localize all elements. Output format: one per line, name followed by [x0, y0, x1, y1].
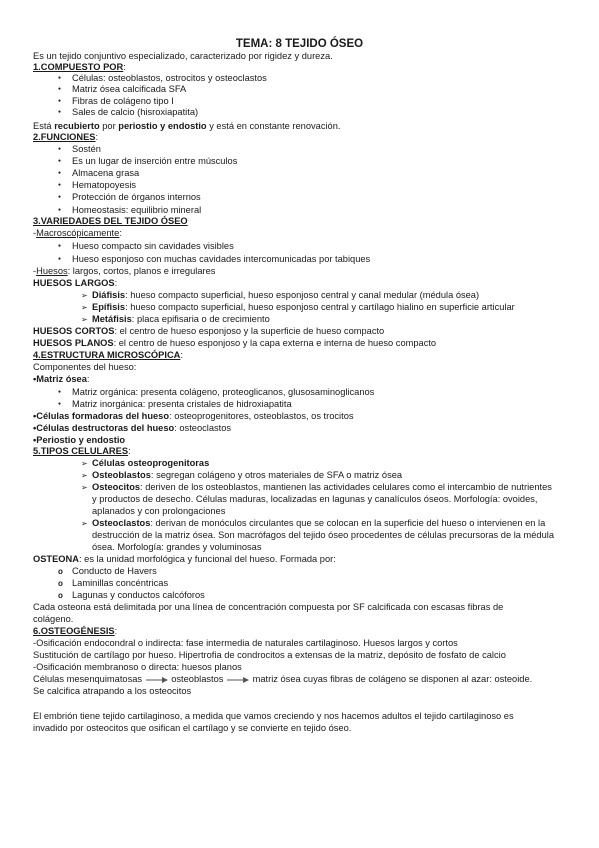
continuation-line: ósea. Morfología: grandes y voluminosas: [92, 542, 262, 552]
list-item: ● Sales de calcio (hisroxiapatita): [33, 107, 569, 118]
arrow-item: [33, 482, 569, 493]
bold-term: HUESOS LARGOS: [33, 278, 115, 288]
list-item: ● Hematopoyesis: [33, 180, 569, 191]
text-span: -: [33, 266, 37, 276]
colon: :: [95, 132, 99, 142]
destructoras-line: [33, 423, 569, 434]
text-span: : derivan de monóculos circulantes que se colocan en la superficie del hueso o intervienen en la: [150, 518, 546, 528]
colon: :: [180, 350, 183, 360]
section-2-title: 2.FUNCIONES: [33, 132, 96, 142]
text-span: :: [119, 228, 122, 238]
arrow-right-icon: [226, 676, 250, 684]
section-1-heading: [33, 62, 569, 73]
arrow-item: [33, 458, 569, 469]
bold-term: HUESOS PLANOS: [33, 338, 114, 348]
bold-term: •Células formadoras del hueso: [33, 411, 170, 421]
section-3-heading: [33, 216, 569, 227]
arrow-item: [33, 314, 569, 325]
bold-term: Diáfisis: [92, 290, 126, 300]
osteona-description-cont: colágeno.: [33, 614, 74, 624]
underlined-term: Macroscópicamente: [36, 228, 120, 238]
periostio-line: [33, 435, 569, 446]
components-label: Componentes del hueso:: [33, 362, 137, 372]
closing-paragraph-line: invadido por osteocitos que osifican el cartílago y se convierte en tejido óseo.: [33, 723, 352, 733]
list-item: ● Es un lugar de inserción entre músculos: [33, 156, 569, 167]
text-span: osteoblastos: [171, 674, 224, 684]
list-item: ● Protección de órganos internos: [33, 192, 569, 203]
colon: :: [128, 446, 131, 456]
text-span: Células mesenquimatosas: [33, 674, 143, 684]
list-item: ● Células: osteoblastos, ostrocitos y osteoclastos: [33, 73, 569, 84]
text-span: Está: [33, 121, 55, 131]
bold-term: Metáfisis: [92, 314, 132, 324]
huesos-line: [33, 266, 569, 277]
list-item: ● Matriz inorgánica: presenta cristales de hidroxiapatita: [33, 399, 569, 410]
text-span: : hueso compacto superficial, hueso esponjoso central y canal medular (médula ósea): [125, 290, 480, 300]
closing-paragraph-line: El embrión tiene tejido cartilaginoso, a medida que vamos creciendo y nos hacemos adultos el tejido cartilaginoso es: [33, 711, 514, 721]
arrow-item: [33, 470, 569, 481]
huesos-largos-label: [33, 278, 569, 289]
list-item: o Lagunas y conductos calcóforos: [33, 590, 569, 601]
coverage-text: [33, 121, 569, 132]
text-span: : deriven de los osteoblastos, mantienen las actividades celulares como el intercambio de nutrientes: [140, 482, 552, 492]
section-6-title: 6.OSTEOGÉNESIS: [33, 626, 115, 636]
continuation-line: aplanados y con prolongaciones: [92, 506, 226, 516]
bold-term: OSTEONA: [33, 554, 79, 564]
colon: :: [114, 626, 118, 636]
page-title: TEMA: 8 TEJIDO ÓSEO: [235, 38, 364, 50]
list-item: ● Hueso esponjoso con muchas cavidades intercomunicadas por tabiques: [33, 254, 569, 265]
bold-term: •Células destructoras del hueso: [33, 423, 175, 433]
bold-term: Epífisis: [92, 302, 126, 312]
text-span: : el centro de hueso esponjoso y la capa externa e interna de hueso compacto: [113, 338, 437, 348]
colon: :: [86, 374, 90, 384]
section-3-title: 3.VARIEDADES DEL TEJIDO ÓSEO: [33, 216, 188, 226]
text-span: : osteoprogenitores, osteoblastos, os trocitos: [169, 411, 354, 421]
osteogenesis-line: Se calcifica atrapando a los osteocitos: [33, 686, 192, 696]
continuation-line: y productos de desecho. Células maduras, localizadas en lagunas y canalículos óseos. Morfología: ovoides,: [92, 494, 538, 504]
arrow-right-icon: [145, 676, 169, 684]
text-span: : es la unidad morfológica y funcional del hueso. Formada por:: [78, 554, 336, 564]
section-4-heading: [33, 350, 569, 361]
list-item: ● Matriz orgánica: presenta colágeno, proteoglicanos, glusosaminoglicanos: [33, 387, 569, 398]
text-span: : segregan colágeno y otros materiales de SFA o matriz ósea: [150, 470, 403, 480]
underlined-term: Huesos: [36, 266, 68, 276]
text-span: por: [99, 121, 119, 131]
list-item: ● Homeostasis: equilibrio mineral: [33, 205, 569, 216]
text-span: : largos, cortos, planos e irregulares: [67, 266, 216, 276]
matriz-label: [33, 374, 569, 385]
text-span: matriz ósea cuyas fibras de colágeno se disponen al azar: osteoide.: [252, 674, 533, 684]
formadoras-line: [33, 411, 569, 422]
text-span: : hueso compacto superficial, hueso esponjoso central y cartílago hialino en superficie articular: [125, 302, 515, 312]
section-6-heading: [33, 626, 569, 637]
osteogenesis-line: -Osificación membranoso o directa: huesos planos: [33, 662, 242, 672]
intro-text: Es un tejido conjuntivo especializado, caracterizado por rigidez y dureza.: [33, 51, 333, 61]
section-5-heading: [33, 446, 569, 457]
bold-term: •Periostio y endostio: [33, 435, 126, 445]
continuation-line: destrucción de la matriz ósea. Son macrófagos del tejido óseo procedentes de células precursoras de la médula: [92, 530, 555, 540]
huesos-planos-line: [33, 338, 569, 349]
macro-label: [33, 228, 569, 239]
list-item: ● Fibras de colágeno tipo I: [33, 96, 569, 107]
huesos-cortos-line: [33, 326, 569, 337]
bold-term: HUESOS CORTOS: [33, 326, 115, 336]
colon: :: [123, 62, 126, 72]
arrow-item: [33, 518, 569, 529]
text-span: y está en constante renovación.: [206, 121, 341, 131]
list-item: ● Sostén: [33, 144, 569, 155]
bold-term: Osteocitos: [92, 482, 141, 492]
list-item: ● Hueso compacto sin cavidades visibles: [33, 241, 569, 252]
bold-term: recubierto: [54, 121, 100, 131]
osteogenesis-line: Sustitución de cartílago por hueso. Hipertrofia de condrocitos a extensas de la matriz, depósito de fosfato de calcio: [33, 650, 506, 660]
section-2-heading: [33, 132, 569, 143]
list-item: ● Matriz ósea calcificada SFA: [33, 84, 569, 95]
section-4-title: 4.ESTRUCTURA MICROSCÓPICA: [33, 350, 181, 360]
section-5-title: 5.TIPOS CELULARES: [33, 446, 129, 456]
section-1-title: 1.COMPUESTO POR: [33, 62, 124, 72]
osteogenesis-arrow-line: [33, 674, 569, 685]
bold-term: Osteoblastos: [92, 470, 151, 480]
text-span: : el centro de hueso esponjoso y la superficie de hueso compacto: [114, 326, 385, 336]
list-item: o Laminillas concéntricas: [33, 578, 569, 589]
bold-term: •Matriz ósea: [33, 374, 87, 384]
bold-term: periostio y endostio: [118, 121, 207, 131]
text-span: : osteoclastos: [174, 423, 232, 433]
text-span: -: [33, 228, 37, 238]
text-span: : placa epifisaria o de crecimiento: [131, 314, 270, 324]
bold-term: Osteoclastos: [92, 518, 151, 528]
osteogenesis-line: -Osificación endocondral o indirecta: fase intermedia de naturales cartilaginoso. Huesos largos y cortos: [33, 638, 458, 648]
colon: :: [114, 278, 118, 288]
list-item: ● Almacena grasa: [33, 168, 569, 179]
arrow-item: [33, 302, 569, 313]
osteona-description: Cada osteona está delimitada por una línea de concentración compuesta por SF calcificada con escasas fibras de: [33, 602, 504, 612]
bold-term: Células osteoprogenitoras: [92, 458, 210, 468]
osteona-line: [33, 554, 569, 565]
arrow-item: [33, 290, 569, 301]
list-item: o Conducto de Havers: [33, 566, 569, 577]
